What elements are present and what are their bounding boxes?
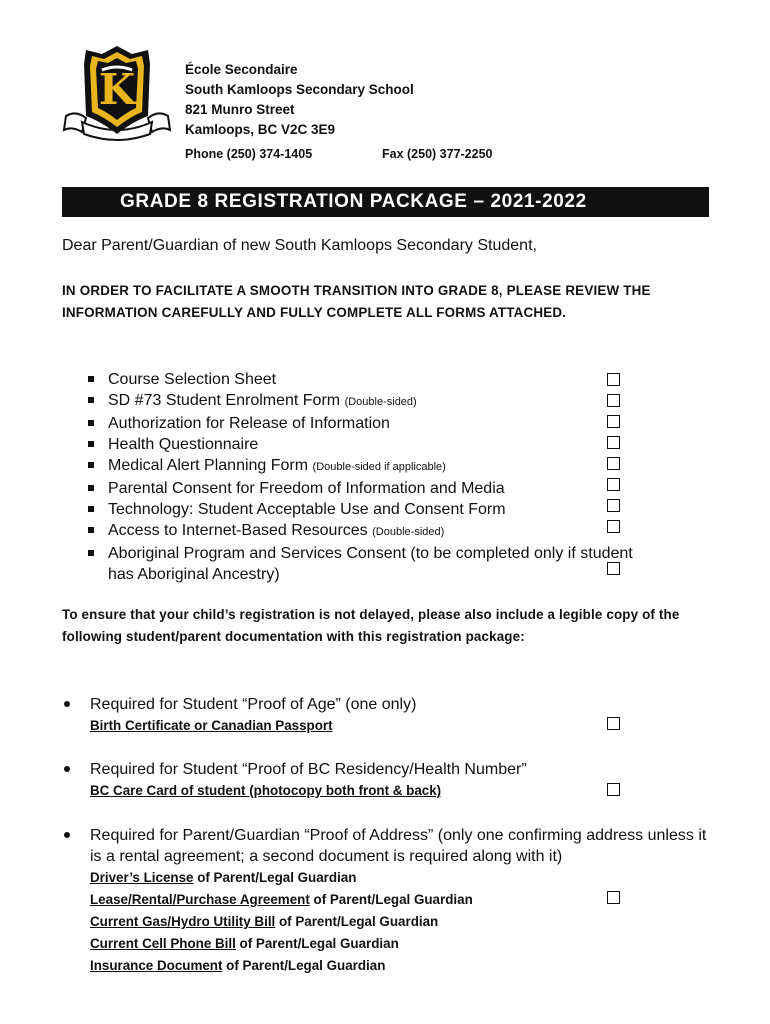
item-note: (Double-sided) — [372, 526, 445, 538]
address-line-school-name-fr: École Secondaire — [185, 62, 298, 77]
contact-line — [185, 147, 493, 161]
square-bullet-icon — [88, 420, 94, 426]
item-note: (Double-sided) — [344, 396, 417, 408]
list-item: Authorization for Release of Information — [88, 413, 648, 434]
checkbox-proof-of-address[interactable] — [607, 891, 620, 904]
list-item: Parental Consent for Freedom of Information and Media — [88, 478, 648, 499]
address-doc-option: Driver’s License of Parent/Legal Guardian — [90, 870, 357, 885]
round-bullet-icon — [64, 832, 70, 838]
address-doc-option: Current Gas/Hydro Utility Bill of Parent/Legal Guardian — [90, 914, 439, 929]
fax-number: Fax (250) 377-2250 — [382, 147, 493, 161]
list-item: Technology: Student Acceptable Use and Consent Form — [88, 499, 648, 520]
list-item: Course Selection Sheet — [88, 369, 648, 390]
requirement-proof-of-age — [62, 694, 722, 737]
requirement-title: Required for Student “Proof of BC Residency/Health Number” — [90, 761, 527, 778]
checkbox-proof-of-age[interactable] — [607, 717, 620, 730]
required-document: BC Care Card of student (photocopy both front & back) — [90, 783, 442, 798]
list-item: Aboriginal Program and Services Consent (to be completed only if student has Aboriginal Ancestry) — [88, 543, 648, 585]
address-line-city: Kamloops, BC V2C 3E9 — [185, 122, 336, 137]
item-note: (Double-sided if applicable) — [312, 461, 446, 473]
forms-checklist — [88, 369, 648, 585]
square-bullet-icon — [88, 397, 94, 403]
square-bullet-icon — [88, 527, 94, 533]
checkbox-internet-resources[interactable] — [607, 520, 620, 533]
documentation-notice: To ensure that your child’s registration is not delayed, please also include a legible copy of the following student/parent documentation with this registration package: — [62, 607, 680, 644]
square-bullet-icon — [88, 376, 94, 382]
checkbox-technology-consent[interactable] — [607, 499, 620, 512]
square-bullet-icon — [88, 550, 94, 556]
page-title-banner — [62, 187, 709, 217]
address-line-street: 821 Munro Street — [185, 102, 295, 117]
checkbox-enrolment-form[interactable] — [607, 394, 620, 407]
requirement-proof-of-residency — [62, 759, 722, 802]
greeting: Dear Parent/Guardian of new South Kamloops Secondary Student, — [62, 237, 537, 254]
square-bullet-icon — [88, 462, 94, 468]
school-address — [185, 60, 414, 140]
requirement-proof-of-address — [62, 825, 722, 977]
required-document: Birth Certificate or Canadian Passport — [90, 718, 333, 733]
checkbox-course-selection[interactable] — [607, 373, 620, 386]
list-item: SD #73 Student Enrolment Form (Double-sided) — [88, 390, 648, 413]
address-doc-option: Current Cell Phone Bill of Parent/Legal Guardian — [90, 936, 399, 951]
page-title: GRADE 8 REGISTRATION PACKAGE – 2021-2022 — [120, 191, 587, 212]
round-bullet-icon — [64, 701, 70, 707]
checkbox-proof-of-residency[interactable] — [607, 783, 620, 796]
address-doc-option: Insurance Document of Parent/Legal Guardian — [90, 958, 386, 973]
phone-number: Phone (250) 374-1405 — [185, 147, 313, 161]
square-bullet-icon — [88, 441, 94, 447]
checkbox-media-consent[interactable] — [607, 478, 620, 491]
address-doc-option: Lease/Rental/Purchase Agreement of Parent/Legal Guardian — [90, 892, 473, 907]
checkbox-medical-alert[interactable] — [607, 457, 620, 470]
list-item: Health Questionnaire — [88, 434, 648, 455]
svg-text:K: K — [98, 65, 136, 114]
round-bullet-icon — [64, 766, 70, 772]
instructions-text: IN ORDER TO FACILITATE A SMOOTH TRANSITION INTO GRADE 8, PLEASE REVIEW THE INFORMATION CAREFULLY AND FULLY COMPLETE ALL FORMS ATTACHED. — [62, 283, 651, 320]
checkbox-health-questionnaire[interactable] — [607, 436, 620, 449]
school-crest-icon — [62, 42, 172, 144]
list-item: Medical Alert Planning Form (Double-sided if applicable) — [88, 455, 648, 478]
list-item: Access to Internet-Based Resources (Double-sided) — [88, 520, 648, 543]
checkbox-release-authorization[interactable] — [607, 415, 620, 428]
square-bullet-icon — [88, 485, 94, 491]
square-bullet-icon — [88, 506, 94, 512]
checkbox-aboriginal-consent[interactable] — [607, 562, 620, 575]
address-line-school-name: South Kamloops Secondary School — [185, 82, 414, 97]
requirement-title: Required for Parent/Guardian “Proof of Address” (only one confirming address unless it is a rental agreement; a second document is required along with it) — [90, 827, 707, 865]
requirement-title: Required for Student “Proof of Age” (one only) — [90, 696, 417, 713]
